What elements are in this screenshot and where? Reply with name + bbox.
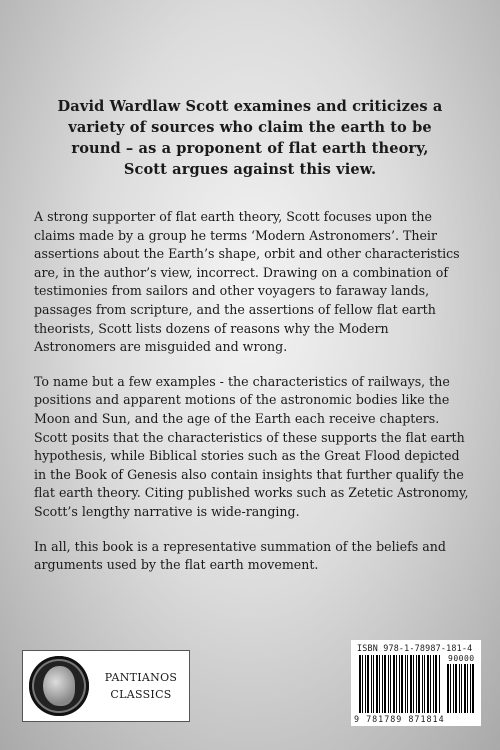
barcode-bar [418, 655, 420, 713]
barcode-bar [435, 655, 437, 713]
barcode-bar [382, 655, 383, 713]
barcode-bar [413, 655, 414, 713]
barcode-bar [367, 655, 369, 713]
price-code: 90000 [448, 654, 475, 663]
barcode-bar [359, 655, 361, 713]
description-paragraph: To name but a few examples - the characteristics of railways, the positions and apparent motions of the astronomic bodies like the Moon and Sun, and the age of the Earth each receive chapters. Scott posits that the characteristics of these supports the flat earth hypothesis, while Biblical stories such as the Great Flood depicted in the Book of Genesis also contain insights that further qualify the flat earth theory. Citing published works such as Zetetic Astronomy, Scott’s lengthy narrative is wide-ranging. [34, 373, 469, 519]
publisher-name-line2: CLASSICS [110, 688, 172, 701]
barcode-bar [401, 655, 403, 713]
barcode-bar [439, 655, 440, 713]
barcode-bar [373, 655, 374, 713]
barcode-bar [453, 664, 454, 713]
barcode-bar [472, 664, 474, 713]
barcode-bar [365, 655, 366, 713]
barcode-bar [470, 664, 471, 713]
barcode-bar [464, 664, 466, 713]
back-cover-blurb: David Wardlaw Scott examines and criticizes a variety of sources who claim the earth to be round – as a proponent of flat earth theory, Scott argues against this view. [57, 98, 443, 178]
barcode-bar [422, 655, 423, 713]
barcode-bar [371, 655, 372, 713]
isbn-text: ISBN 978-1-78987-181-4 [357, 643, 473, 653]
classical-bust-seal-icon [29, 656, 89, 716]
barcode-bar [405, 655, 406, 713]
barcode-bar [447, 664, 449, 713]
publisher-name [97, 669, 185, 703]
barcode-bar [379, 655, 380, 713]
description-paragraph: A strong supporter of flat earth theory, Scott focuses upon the claims made by a group he terms ‘Modern Astronomers’. Their assertions about the Earth’s shape, orbit and other characteristics are, in the author’s view, incorrect. Drawing on a combination of testimonies from sailors and other voyagers to faraway lands, passages from scripture, and the assertions of fellow flat earth theorists, Scott lists dozens of reasons why the Modern Astronomers are misguided and wrong. [34, 209, 460, 355]
barcode-bar [362, 655, 363, 713]
barcode-bar [424, 655, 425, 713]
barcode-bar [407, 655, 408, 713]
barcode-bar [376, 655, 378, 713]
description-paragraph: In all, this book is a representative summation of the beliefs and arguments used by the flat earth movement. [34, 538, 446, 573]
barcode-bar [390, 655, 391, 713]
publisher-logo [22, 650, 190, 722]
barcode-bar [410, 655, 412, 713]
barcode-bar [396, 655, 397, 713]
barcode-bar [450, 664, 451, 713]
ean-number: 9 781789 871814 [354, 714, 445, 724]
barcode-bar [384, 655, 386, 713]
barcode-bar [433, 655, 434, 713]
barcode-bar [467, 664, 468, 713]
barcode-bar [459, 664, 460, 713]
description-body [34, 208, 470, 591]
barcode-bar [461, 664, 462, 713]
ean-barcode-bars [359, 655, 443, 713]
publisher-name-line1: PANTIANOS [104, 671, 178, 684]
isbn-barcode [351, 640, 481, 726]
barcode-bar [399, 655, 400, 713]
barcode-bar [416, 655, 417, 713]
barcode-bar [455, 664, 457, 713]
barcode-bar [393, 655, 395, 713]
addon-barcode-bars [447, 664, 475, 713]
barcode-bar [388, 655, 389, 713]
barcode-bar [430, 655, 431, 713]
barcode-bar [427, 655, 429, 713]
